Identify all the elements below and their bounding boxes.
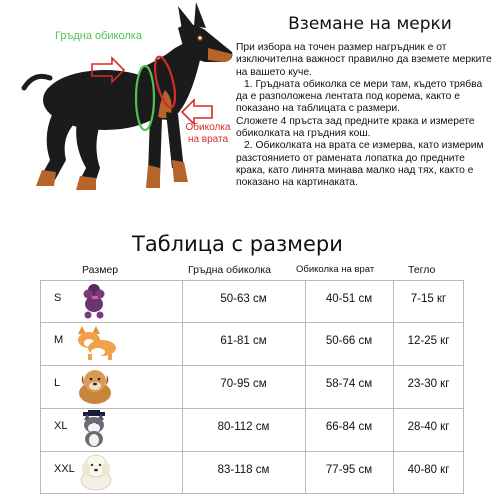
weight-cell: 28-40 кг (407, 421, 450, 433)
neck-label-line1: Обиколка (185, 122, 231, 133)
table-row (40, 322, 464, 364)
neck-label-line2: на врата (187, 134, 229, 145)
neck-girth-label (182, 122, 234, 146)
size-cell: S (54, 292, 62, 304)
chest-cell: 70-95 см (220, 378, 267, 390)
header-neck: Обиколка на врат (296, 264, 375, 275)
neck-cell: 50-66 см (325, 335, 373, 347)
chest-cell: 61-81 см (220, 335, 267, 347)
guide-step-2: 2. Обиколката на врата се измерва, като измерим разстоянието от рамената лопатка до предните крака, като линята минава малко над тях, както е показано на картинаката. (236, 140, 484, 189)
weight-cell: 23-30 кг (407, 378, 450, 390)
neck-cell: 40-51 см (325, 293, 373, 305)
guide-intro: При избора на точен размер нагръдник е от изключителна важност правилно да вземете мерките на вашето куче. (236, 42, 492, 78)
chest-cell: 50-63 см (220, 293, 267, 305)
chest-cell: 80-112 см (217, 421, 270, 433)
table-row (40, 280, 464, 322)
size-cell: L (54, 377, 61, 389)
table-row (40, 408, 464, 450)
poodle-icon (70, 282, 120, 320)
size-cell: XL (54, 420, 68, 432)
white-dog-icon (70, 453, 120, 491)
size-table-header (0, 262, 500, 280)
chest-cell: 83-118 см (217, 464, 270, 476)
neck-cell: 66-84 см (325, 421, 373, 433)
table-row (40, 365, 464, 407)
size-cell: M (54, 334, 64, 346)
weight-cell: 7-15 кг (410, 293, 447, 305)
chest-girth-label: Гръдна обиколка (55, 30, 142, 42)
corgi-icon (70, 324, 120, 362)
measurement-guide-section (0, 0, 500, 232)
header-chest: Гръдна обиколка (188, 264, 272, 276)
guide-step-1: 1. Гръдната обиколка се мери там, където трябва да е разположена лентата под корема, както е показано на таблицата с размери. (236, 78, 483, 115)
size-table-title: Таблица с размери (132, 232, 343, 256)
weight-cell: 40-80 кг (407, 464, 450, 476)
guide-title: Вземане на мерки (288, 14, 452, 34)
table-row (40, 451, 464, 493)
husky-icon (70, 410, 120, 448)
guide-step-1-note: Сложете 4 пръста зад предните крака и измерете обиколката на гръдния кош. (236, 115, 475, 140)
weight-cell: 12-25 кг (407, 335, 450, 347)
guide-text (236, 42, 496, 190)
neck-cell: 58-74 см (325, 378, 373, 390)
bulldog-icon (70, 367, 120, 405)
header-size: Размер (82, 264, 119, 276)
header-weight: Тегло (408, 264, 436, 276)
size-cell: XXL (54, 463, 75, 475)
neck-cell: 77-95 см (325, 464, 373, 476)
